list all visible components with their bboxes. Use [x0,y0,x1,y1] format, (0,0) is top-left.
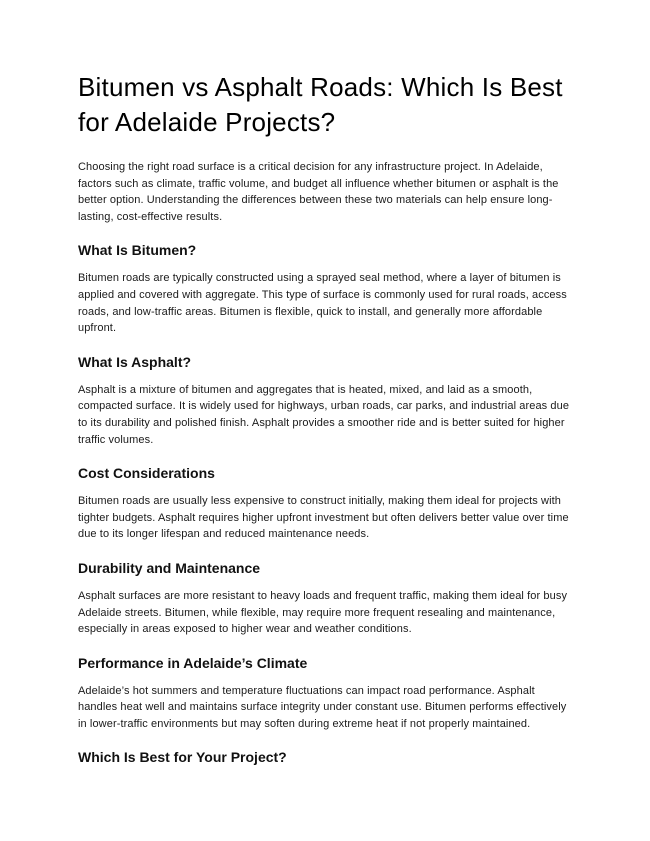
section-paragraph: Adelaide’s hot summers and temperature fluctuations can impact road performance. Asphalt handles heat well and maintains surface integrity under constant use. Bitumen performs effectively in lower-traffic environments but may soften during extreme heat if not properly maintained. [78,684,567,730]
section-which-is-best [78,748,572,766]
section-performance-climate [78,654,572,733]
section-what-is-bitumen [78,241,572,336]
intro-paragraph: Choosing the right road surface is a critical decision for any infrastructure project. In Adelaide, factors such as climate, traffic volume, and budget all influence whether bitumen or asphalt is the better option. Understanding the differences between these two materials can help ensure long-lasting, cost-effective results. [78,161,559,223]
section-heading: Performance in Adelaide’s Climate [78,654,308,671]
section-heading: Which Is Best for Your Project? [78,749,287,766]
section-paragraph: Asphalt surfaces are more resistant to heavy loads and frequent traffic, making them ideal for busy Adelaide streets. Bitumen, while flexible, may require more frequent resealing and maintenance, especially in areas exposed to higher wear and weather conditions. [78,589,568,636]
section-paragraph: Bitumen roads are usually less expensive to construct initially, making them ideal for projects with tighter budgets. Asphalt requires higher upfront investment but often delivers better value over time due to its longer lifespan and reduced maintenance needs. [78,495,569,541]
section-cost-considerations [78,464,572,543]
section-paragraph: Bitumen roads are typically constructed using a sprayed seal method, where a layer of bitumen is applied and covered with aggregate. This type of surface is commonly used for rural roads, access roads, and low-traffic areas. Bitumen is flexible, quick to install, and generally more affordable upfront. [78,272,567,335]
section-what-is-asphalt [78,353,572,448]
section-heading: What Is Asphalt? [78,353,192,370]
section-durability-maintenance [78,559,572,638]
section-paragraph: Asphalt is a mixture of bitumen and aggregates that is heated, mixed, and laid as a smooth, compacted surface. It is widely used for highways, urban roads, car parks, and industrial areas due to its durability and polished finish. Asphalt provides a smoother ride and is better suited for higher traffic volumes. [78,383,570,446]
section-heading: Cost Considerations [78,465,215,482]
document-title: Bitumen vs Asphalt Roads: Which Is Best for Adelaide Projects? [78,72,563,137]
section-heading: Durability and Maintenance [78,559,261,576]
section-heading: What Is Bitumen? [78,242,197,259]
